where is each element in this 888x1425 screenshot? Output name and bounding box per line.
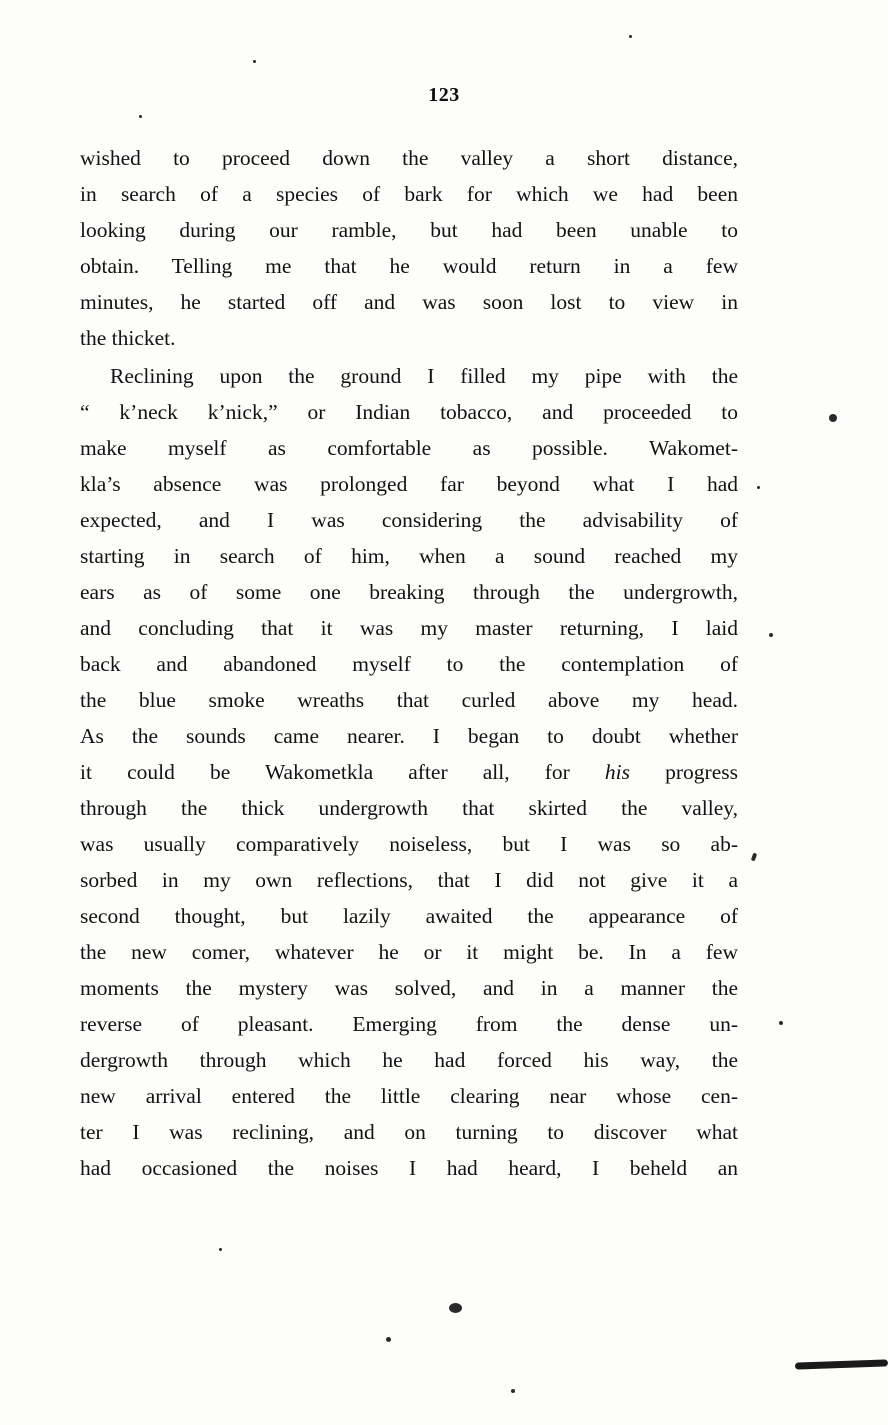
text-line: kla’s absence was prolonged far beyond what I had [80,472,738,496]
text-line: back and abandoned myself to the contemplation of [80,652,738,676]
text-line: wished to proceed down the valley a short distance, [80,146,738,170]
scan-speck [629,35,632,38]
text-line: Reclining upon the ground I filled my pipe with the [110,364,738,388]
scan-speck [386,1337,391,1342]
text-line: As the sounds came nearer. I began to doubt whether [80,724,738,748]
text-line: the new comer, whatever he or it might be. In a few [80,940,738,964]
text-line: and concluding that it was my master returning, I laid [80,616,738,640]
text-line: starting in search of him, when a sound reached my [80,544,738,568]
text-line: obtain. Telling me that he would return in a few [80,254,738,278]
scan-speck [253,60,256,63]
text-line: in search of a species of bark for which we had been [80,182,738,206]
text-line: dergrowth through which he had forced his way, the [80,1048,738,1072]
text-line: moments the mystery was solved, and in a manner the [80,976,738,1000]
text-line: new arrival entered the little clearing near whose cen- [80,1084,738,1108]
text-line: was usually comparatively noiseless, but I was so ab- [80,832,738,856]
scan-smudge [795,1359,888,1369]
page-number: 123 [428,84,460,106]
scan-speck [139,115,142,118]
scan-speck [779,1021,783,1025]
text-line: “ k’neck k’nick,” or Indian tobacco, and proceeded to [80,400,738,424]
paragraph [80,358,738,1186]
text-line: looking during our ramble, but had been unable to [80,218,738,242]
text-line: ears as of some one breaking through the undergrowth, [80,580,738,604]
paragraph [80,140,738,356]
text-line: through the thick undergrowth that skirted the valley, [80,796,738,820]
body-text [80,140,738,1186]
scan-speck [829,414,837,422]
scan-speck [219,1248,222,1251]
text-line: the blue smoke wreaths that curled above my head. [80,688,738,712]
text-line: second thought, but lazily awaited the appearance of [80,904,738,928]
scan-speck [769,633,773,637]
text-line: the thicket. [80,326,176,350]
scan-speck [751,853,757,862]
scan-speck [449,1303,462,1313]
text-line: ter I was reclining, and on turning to discover what [80,1120,738,1144]
text-line: sorbed in my own reflections, that I did not give it a [80,868,738,892]
text-line-italic-his: it could be Wakometkla after all, for his progress [80,760,738,784]
text-line: had occasioned the noises I had heard, I beheld an [80,1156,738,1180]
scan-speck [757,486,760,489]
text-line: make myself as comfortable as possible. Wakomet- [80,436,738,460]
scan-speck [511,1389,515,1393]
text-line: minutes, he started off and was soon lost to view in [80,290,738,314]
text-line: expected, and I was considering the advisability of [80,508,738,532]
text-line: reverse of pleasant. Emerging from the dense un- [80,1012,738,1036]
